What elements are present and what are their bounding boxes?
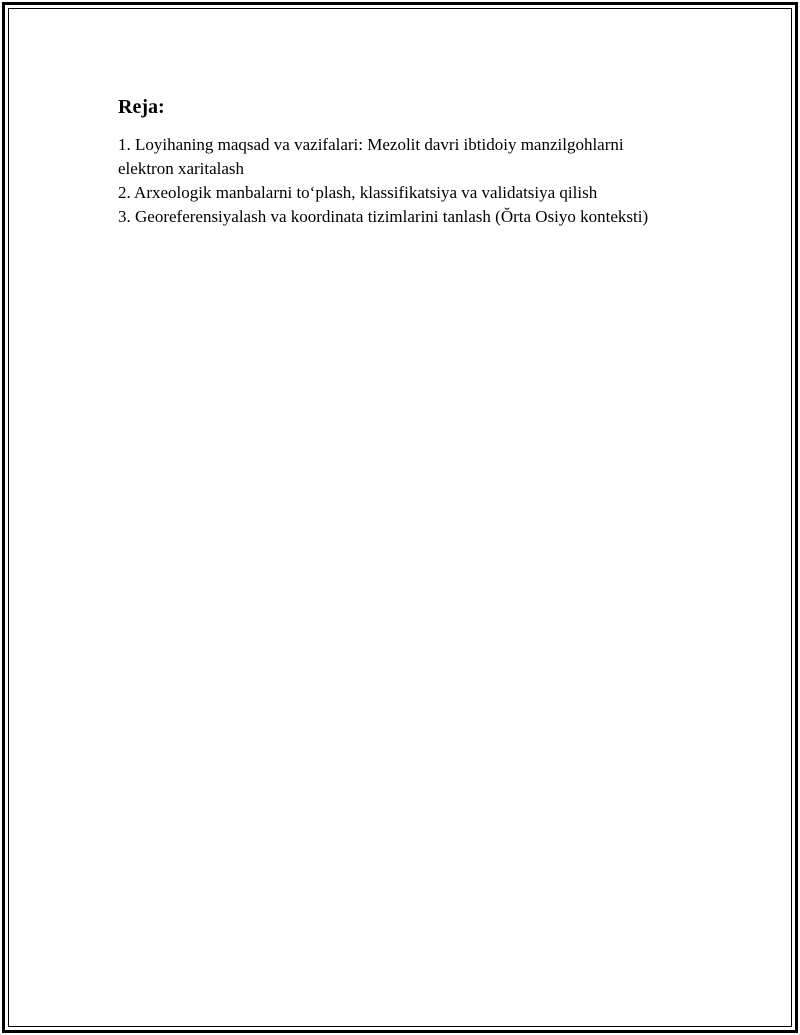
plan-item-1: 1. Loyihaning maqsad va vazifalari: Mezolit davri ibtidoiy manzilgohlarni elektron xaritalash (118, 135, 624, 178)
plan-item-3: 3. Georeferensiyalash va koordinata tizimlarini tanlash (Ŏrta Osiyo konteksti) (118, 207, 649, 226)
plan-list (118, 133, 678, 229)
plan-item-2: 2. Arxeologik manbalarni to‘plash, klassifikatsiya va validatsiya qilish (118, 183, 598, 202)
page-content (118, 94, 678, 229)
plan-heading: Reja: (118, 96, 165, 118)
